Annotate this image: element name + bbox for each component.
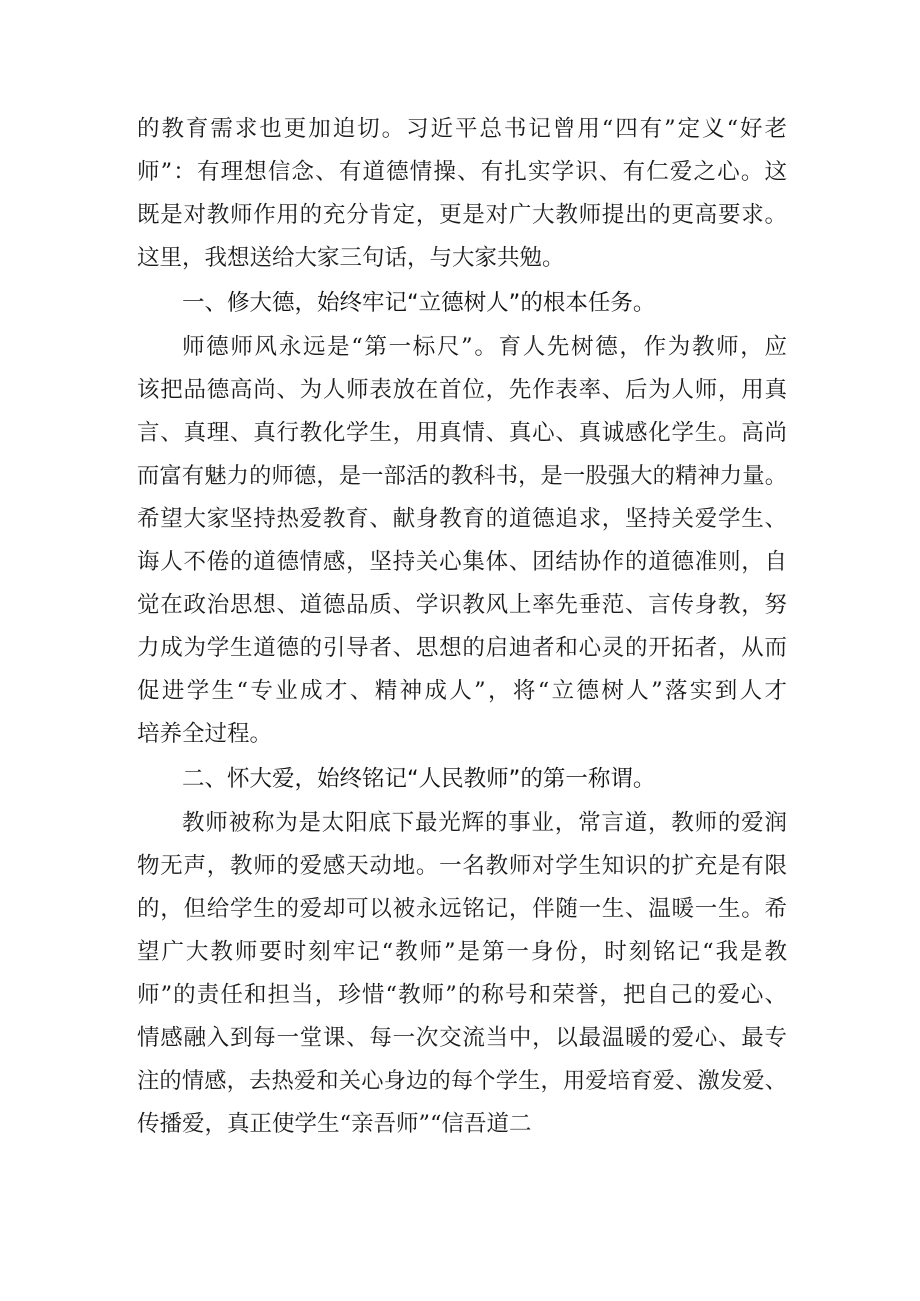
- section-1-paragraph: [137, 326, 787, 756]
- intro-paragraph: [137, 108, 787, 280]
- text-line: 这里，我想送给大家三句话，与大家共勉。: [137, 245, 565, 271]
- text-line: 希望大家坚持热爱教育、献身教育的道德追求，坚持关爱学生、: [137, 506, 787, 532]
- text-line: 该把品德高尚、为人师表放在首位，先作表率、后为人师，用真: [137, 377, 787, 403]
- text-line: 培养全过程。: [137, 721, 273, 747]
- section-heading-1: 一、修大德，始终牢记“立德树人”的根本任务。: [182, 290, 656, 316]
- text-line: 望广大教师要时刻牢记“教师”是第一身份，时刻铭记“我是教: [137, 939, 787, 965]
- text-line: 注的情感，去热爱和关心身边的每个学生，用爱培育爱、激发爱、: [137, 1068, 787, 1094]
- text-line: 力成为学生道德的引导者、思想的启迪者和心灵的开拓者，从而: [137, 635, 787, 661]
- text-line: 的教育需求也更加迫切。习近平总书记曾用“四有”定义“好老: [137, 116, 787, 142]
- text-line: 诲人不倦的道德情感，坚持关心集体、团结协作的道德准则，自: [137, 549, 787, 575]
- text-line: 的，但给学生的爱却可以被永远铭记，伴随一生、温暖一生。希: [137, 896, 787, 922]
- section-heading-2: 二、怀大爱，始终铭记“人民教师”的第一称谓。: [182, 766, 656, 792]
- text-line: 师”的责任和担当，珍惜“教师”的称号和荣誉，把自己的爱心、: [137, 982, 787, 1008]
- text-line: 师德师风永远是“第一标尺”。育人先树德，作为教师，应: [182, 334, 787, 360]
- text-line: 传播爱，真正使学生“亲吾师”“信吾道二: [137, 1111, 532, 1137]
- section-2-paragraph: [137, 802, 787, 1146]
- text-line: 情感融入到每一堂课、每一次交流当中，以最温暖的爱心、最专: [137, 1025, 787, 1051]
- text-line: 物无声，教师的爱感天动地。一名教师对学生知识的扩充是有限: [137, 853, 787, 879]
- text-line: 既是对教师作用的充分肯定，更是对广大教师提出的更高要求。: [137, 202, 787, 228]
- text-line: 教师被称为是太阳底下最光辉的事业，常言道，教师的爱润: [182, 810, 787, 836]
- text-line: 促进学生“专业成才、精神成人”，将“立德树人”落实到人才: [137, 678, 787, 704]
- text-line: 觉在政治思想、道德品质、学识教风上率先垂范、言传身教，努: [137, 592, 787, 618]
- text-line: 而富有魅力的师德，是一部活的教科书，是一股强大的精神力量。: [137, 463, 787, 489]
- text-line: 言、真理、真行教化学生，用真情、真心、真诚感化学生。高尚: [137, 420, 787, 446]
- document-body: [137, 108, 787, 1146]
- text-line: 师”：有理想信念、有道德情操、有扎实学识、有仁爱之心。这: [137, 159, 787, 185]
